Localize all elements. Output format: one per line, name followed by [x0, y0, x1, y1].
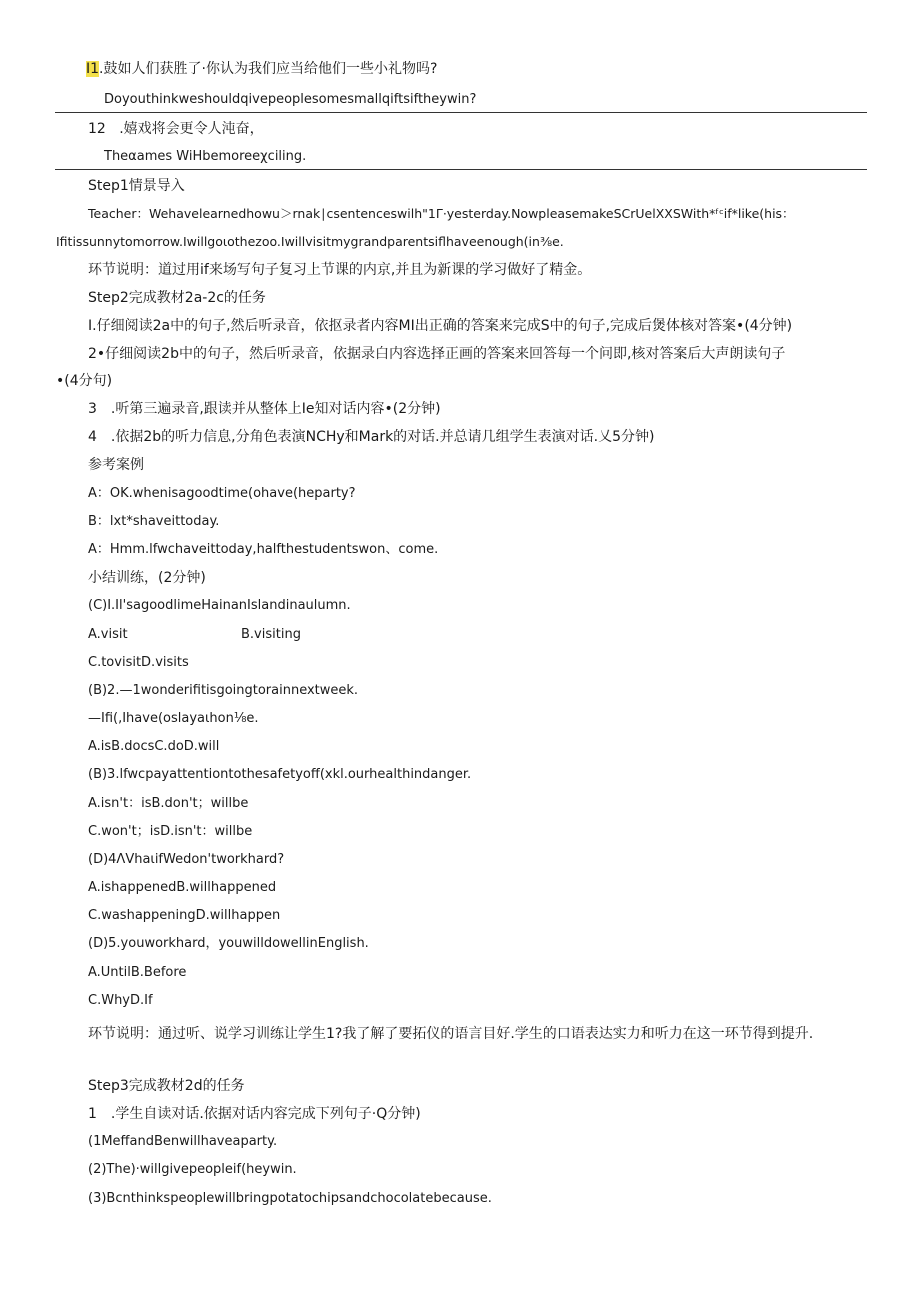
drill-q5-options-ab: A.UntilB.Before [88, 965, 187, 980]
step3-sentence3: (3)Bcnthinkspeoplewillbringpotatochipsandchocolatebecause. [88, 1191, 492, 1206]
step3-sentence2: (2)The)·willgivepeopleif(heywin. [88, 1162, 297, 1177]
reference-heading: 参考案例 [88, 457, 144, 473]
drill-q2-options: A.isB.docsC.doD.will [88, 739, 220, 754]
drill-q1-option-a: A.visit [88, 627, 128, 642]
dialogue-b1: B：lxt*shaveittoday. [88, 514, 220, 529]
q11-chinese-text: 鼓如人们获胜了·你认为我们应当给他们一些小礼物吗? [103, 61, 438, 77]
q11-chinese [86, 60, 437, 78]
step2-title: Step2完成教材2a-2c的任务 [88, 290, 266, 306]
drill-q2-line2: —Ifi(,Ihave(oslayaιhon⅛e. [88, 711, 259, 726]
divider-line [55, 112, 867, 113]
drill-q4-options-cd: C.washappeningD.willhappen [88, 908, 281, 923]
drill-q3-options-cd: C.won't；isD.isn't：willbe [88, 824, 253, 839]
drill-q4: (D)4ΛVhaιifWedon'tworkhard? [88, 852, 285, 867]
q12-english: Theαames WiHbemoreeχciling. [104, 149, 307, 164]
step1-title: Step1情景导入 [88, 178, 185, 194]
drill-title: 小结训练，(2分钟) [88, 570, 206, 586]
q12-chinese [88, 120, 264, 138]
dialogue-a2: A：Hmm.lfwchaveittoday,halfthestudentswon、come. [88, 542, 439, 557]
step2-item4: 4 .依据2b的听力信息,分角色表演NCHy和Mark的对话.并总请几组学生表演对话.乂5分钟) [88, 429, 655, 445]
q11-number-dot: . [99, 61, 104, 77]
q12-number: 12 [88, 121, 106, 137]
divider-line [55, 169, 867, 170]
drill-q1-options-cd: C.tovisitD.visits [88, 655, 189, 670]
step1-note: 环节说明：道过用if来场写句子复习上节课的内京,并且为新课的学习做好了精金。 [88, 262, 592, 278]
step3-title: Step3完成教材2d的任务 [88, 1078, 245, 1094]
step1-teacher-line2: Ifitissunnytomorrow.Iwillgoιothezoo.Iwillvisitmygrandparentsiflhaveenough(in⅜e. [56, 234, 564, 249]
dialogue-a1: A：OK.whenisagoodtime(ohave(heparty? [88, 486, 356, 501]
drill-q5-options-cd: C.WhyD.If [88, 993, 153, 1008]
step3-item1: 1 .学生自读对话.依据对话内容完成下列句子·Q分钟) [88, 1106, 421, 1122]
q12-chinese-text: .嬉戏将会更令人沌奋， [119, 121, 264, 137]
step3-sentence1: (1MeffandBenwillhaveaparty. [88, 1134, 278, 1149]
step1-teacher-line1: Teacher：Wehavelearnedhowu＞rnak∣csentenceswilh"1Γ·yesterday.NowpleasemakeSCrUelXXSWith*ᶠᶜif*like(his： [88, 206, 795, 221]
q11-english: Doyouthinkweshouldqivepeoplesomesmallqiftsiftheywin? [104, 92, 477, 107]
step2-item1: I.仔细阅读2a中的句子,然后听录音，依抠录者内容MI出正确的答案来完成S中的句子,完成后煲体核对答案•(4分钟) [88, 318, 793, 334]
step2-item3: 3 .听第三遍录音,跟读并从整体上Ie知对话内容•(2分钟) [88, 401, 441, 417]
q11-number: I1 [86, 61, 100, 77]
step2-item2-cont: •(4分句) [56, 373, 113, 389]
drill-q5: (D)5.youworkhard，youwilldowellinEnglish. [88, 936, 369, 951]
drill-q4-options-ab: A.ishappenedB.willhappened [88, 880, 277, 895]
drill-q3: (B)3.lfwcpayattentiontothesafetyoff(xkl.ourhealthindanger. [88, 767, 472, 782]
drill-q3-options-ab: A.isn't：isB.don't；willbe [88, 796, 249, 811]
step2-item2: 2•仔细阅读2b中的句子，然后听录音，依据录白内容选择正画的答案来回答每一个问即,核对答案后大声朗读句子 [88, 346, 786, 362]
drill-q2: (B)2.—1wonderifitisgoingtorainnextweek. [88, 683, 359, 698]
drill-note: 环节说明：通过听、说学习训练让学生1?我了解了要拓仪的语言目好.学生的口语表达实力和听力在这一环节得到提升. [88, 1026, 814, 1042]
drill-q1-option-b: B.visiting [241, 627, 301, 642]
drill-q1: (C)I.Il'sagoodlimeHainanIslandinaulumn. [88, 598, 351, 613]
